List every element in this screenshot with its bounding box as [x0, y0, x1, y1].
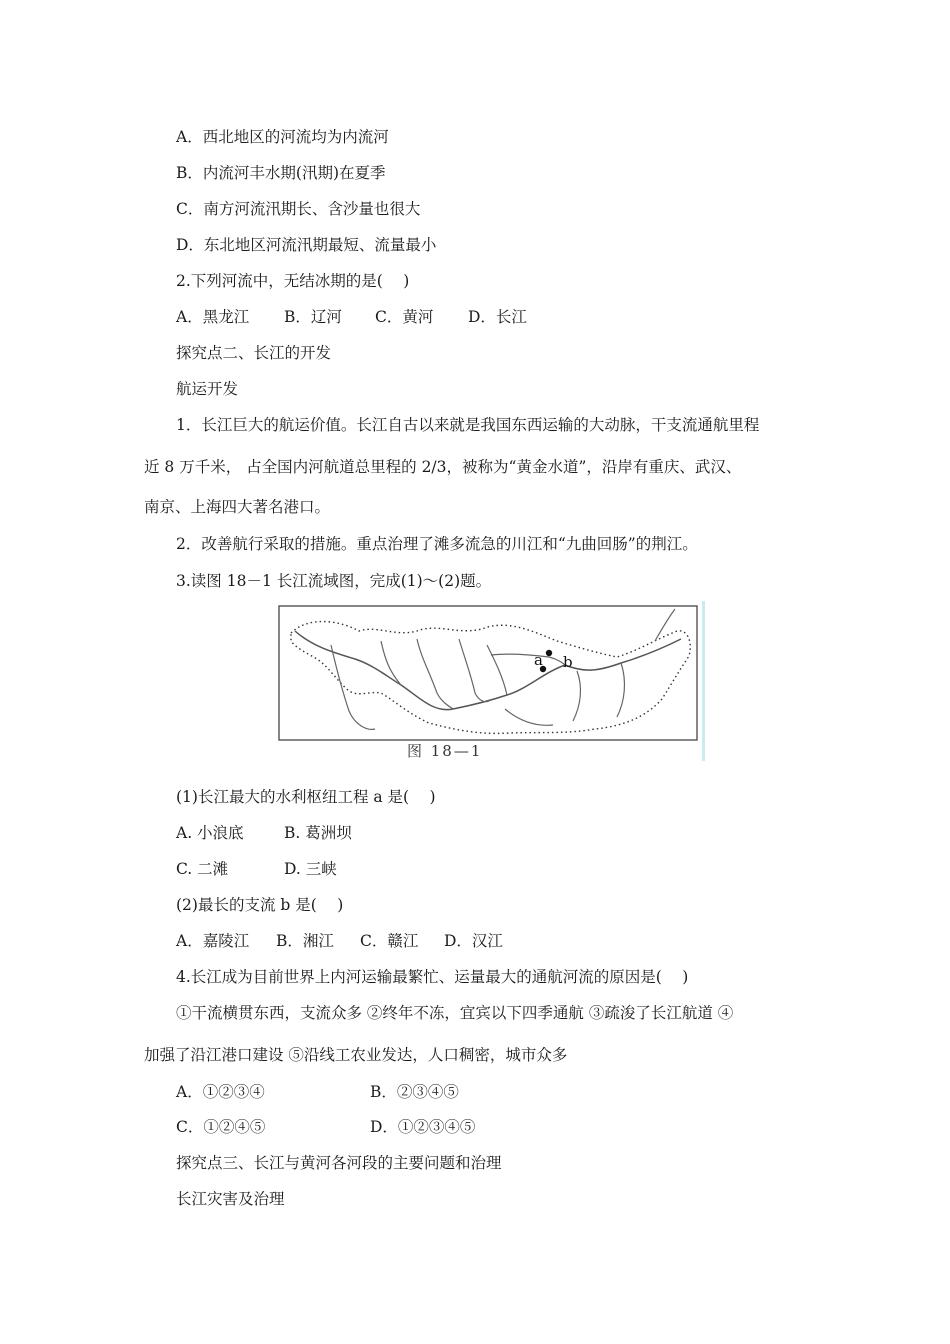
section2-subtitle: 航运开发: [176, 380, 239, 398]
q4-option-d: D．①②③④⑤: [370, 1118, 476, 1136]
q3-1-option-d: D. 三峡: [284, 860, 337, 878]
q4-options-row1: [176, 1082, 459, 1102]
yangtze-basin-map-figure: [277, 601, 705, 761]
q2-option-c: C．黄河: [375, 308, 434, 326]
q2-stem: 2.下列河流中，无结冰期的是( ): [176, 272, 410, 290]
q1-option-c: C．南方河流汛期长、含沙量也很大: [176, 200, 421, 218]
map-label-b: b: [563, 653, 573, 671]
q2-options: [176, 307, 527, 327]
q4-stem: 4.长江成为目前世界上内河运输最繁忙、运量最大的通航河流的原因是( ): [176, 968, 689, 986]
q4-statements-line2: 加强了沿江港口建设 ⑤沿线工农业发达，人口稠密，城市众多: [144, 1046, 568, 1064]
q4-option-a: A．①②③④: [176, 1083, 265, 1101]
figure-caption: 图 18—1: [407, 742, 483, 760]
yangtze-basin-map: [277, 601, 705, 761]
q3-1-option-b: B. 葛洲坝: [284, 824, 352, 842]
point-b-marker: [546, 650, 552, 656]
section2-title: 探究点二、长江的开发: [176, 344, 332, 362]
q1-option-b: B．内流河丰水期(汛期)在夏季: [176, 164, 386, 182]
q3-2-option-d: D．汉江: [444, 932, 503, 950]
section2-paragraph3: 3.读图 18－1 长江流域图，完成(1)～(2)题。: [176, 572, 492, 590]
q3-2-option-a: A．嘉陵江: [176, 932, 250, 950]
q4-options-row2: [176, 1117, 475, 1137]
section2-paragraph1-line2: 近 8 万千米， 占全国内河航道总里程的 2/3，被称为“黄金水道”，沿岸有重庆、武汉、: [144, 458, 742, 476]
section2-paragraph2: 2．改善航行采取的措施。重点治理了滩多流急的川江和“九曲回肠”的荆江。: [176, 535, 698, 553]
q1-option-a: A．西北地区的河流均为内流河: [176, 128, 389, 146]
q3-2-option-c: C．赣江: [360, 932, 419, 950]
q4-option-c: C．①②④⑤: [176, 1118, 266, 1136]
q1-option-d: D．东北地区河流汛期最短、流量最小: [176, 236, 437, 254]
section3-subtitle: 长江灾害及治理: [176, 1190, 285, 1208]
q3-2-options: [176, 931, 503, 951]
q3-2-stem: (2)最长的支流 b 是( ): [176, 896, 344, 914]
figure-edge-strip: [702, 601, 705, 761]
q4-statements-line1: ①干流横贯东西，支流众多 ②终年不冻，宜宾以下四季通航 ③疏浚了长江航道 ④: [176, 1004, 734, 1022]
q3-1-stem: (1)长江最大的水利枢纽工程 a 是( ): [176, 788, 436, 806]
q2-option-d: D．长江: [468, 308, 527, 326]
q3-1-options-row2: [176, 859, 337, 879]
q4-option-b: B．②③④⑤: [370, 1083, 459, 1101]
section2-paragraph1-line1: 1．长江巨大的航运价值。长江自古以来就是我国东西运输的大动脉，干支流通航里程: [176, 416, 760, 434]
q3-1-option-a: A. 小浪底: [176, 824, 244, 842]
q3-2-option-b: B．湘江: [276, 932, 334, 950]
section3-title: 探究点三、长江与黄河各河段的主要问题和治理: [176, 1154, 502, 1172]
q2-option-a: A．黑龙江: [176, 308, 250, 326]
q3-1-option-c: C. 二滩: [176, 860, 229, 878]
q2-option-b: B．辽河: [284, 308, 342, 326]
map-label-a: a: [534, 651, 543, 669]
section2-paragraph1-line3: 南京、上海四大著名港口。: [144, 498, 331, 516]
q3-1-options-row1: [176, 823, 352, 843]
